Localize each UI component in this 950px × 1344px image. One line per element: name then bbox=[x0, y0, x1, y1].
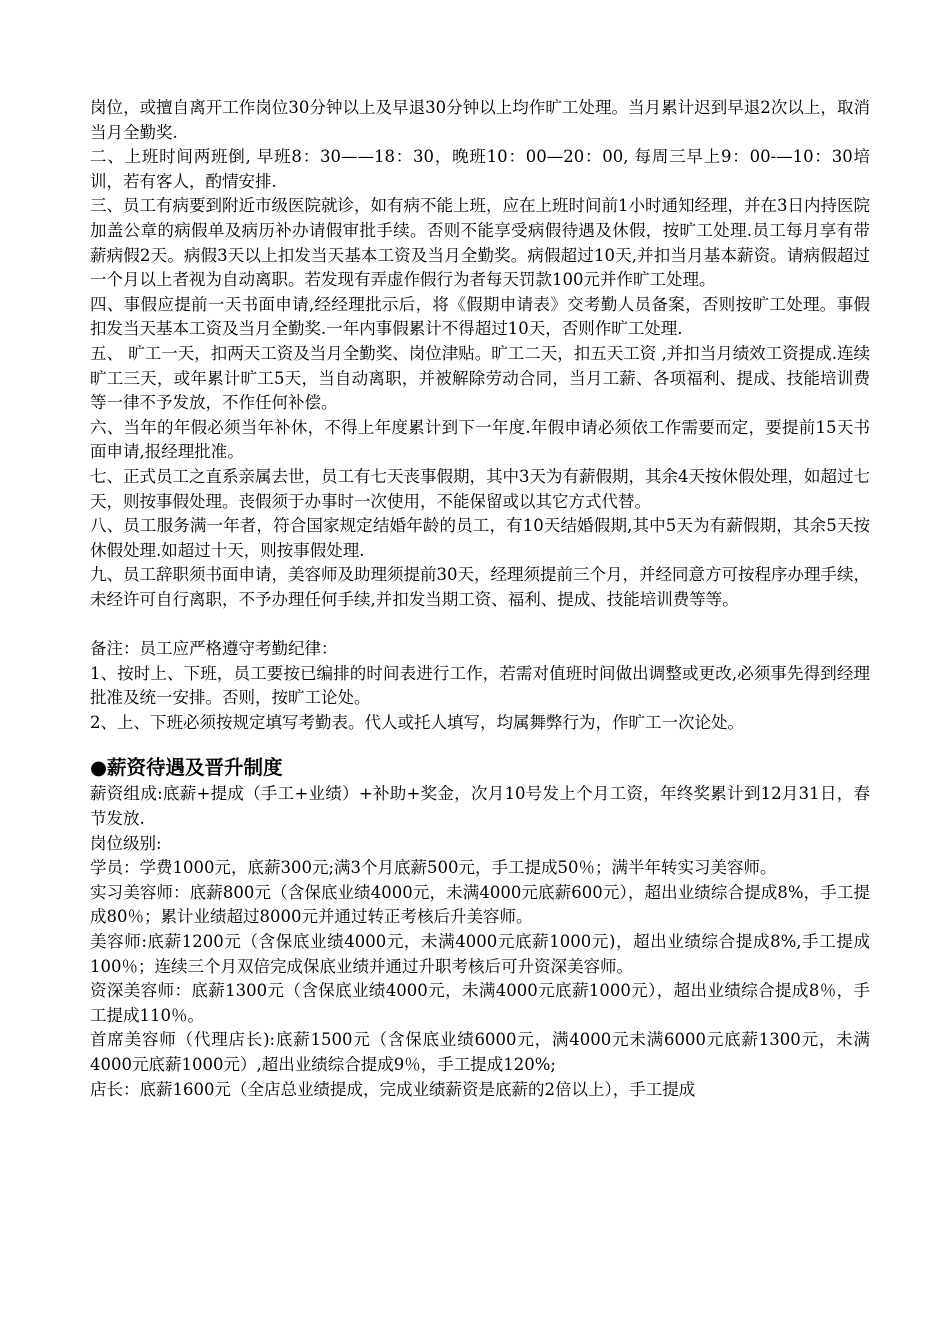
salary-paragraph: 店长：底薪1600元（全店总业绩提成，完成业绩薪资是底薪的2倍以上），手工提成 bbox=[90, 1079, 696, 1099]
notes-title: 备注：员工应严格遵守考勤纪律： bbox=[90, 639, 338, 659]
salary-paragraph: 岗位级别: bbox=[90, 833, 162, 853]
rule-paragraph: 二、上班时间两班倒, 早班8：30——18：30，晚班10：00—20：00, 每周三早上9：00-—10：30培训，若有客人，酌情安排. bbox=[90, 147, 870, 191]
note-item: 2、上、下班必须按规定填写考勤表。代人或托人填写，均属舞弊行为，作旷工一次论处。 bbox=[90, 712, 744, 732]
rule-paragraph: 五、 旷工一天，扣两天工资及当月全勤奖、岗位津贴。旷工二天，扣五天工资 ,并扣当月绩效工资提成.连续旷工三天，或年累计旷工5天，当自动离职，并被解除劳动合同，当月工薪、各项福利、提成、技能培训费等一律不予发放，不作任何补偿。 bbox=[90, 343, 870, 413]
blank-line bbox=[90, 735, 870, 749]
blank-line bbox=[90, 612, 870, 637]
salary-paragraph: 薪资组成:底薪+提成（手工+业绩）+补助+奖金，次月10号发上个月工资，年终奖累计到12月31日，春节发放. bbox=[90, 784, 870, 829]
note-item: 1、按时上、下班，员工要按已编排的时间表进行工作，若需对值班时间做出调整或更改,必须事先得到经理批准及统一安排。否则，按旷工论处。 bbox=[90, 663, 870, 708]
section-heading: ●薪资待遇及晋升制度 bbox=[90, 756, 283, 780]
document-page bbox=[90, 96, 870, 1102]
salary-paragraph: 首席美容师（代理店长):底薪1500元（含保底业绩6000元，满4000元未满6000元底薪1300元，未满4000元底薪1000元）,超出业绩综合提成9％，手工提成120%; bbox=[90, 1030, 870, 1074]
rule-paragraph: 三、员工有病要到附近市级医院就诊，如有病不能上班，应在上班时间前1小时通知经理，并在3日内持医院加盖公章的病假单及病历补办请假审批手续。否则不能享受病假待遇及休假，按旷工处理.员工每月享有带薪病假2天。病假3天以上扣发当天基本工资及当月全勤奖。病假超过10天,并扣当月基本薪资。请病假超过一个月以上者视为自动离职。若发现有弄虚作假行为者每天罚款100元并作旷工处理。 bbox=[90, 196, 870, 290]
rule-paragraph: 八、员工服务满一年者，符合国家规定结婚年龄的员工，有10天结婚假期,其中5天为有薪假期，其余5天按休假处理.如超过十天，则按事假处理. bbox=[90, 516, 870, 560]
salary-paragraph: 学员：学费1000元，底薪300元;满3个月底薪500元，手工提成50％；满半年转实习美容师。 bbox=[90, 858, 777, 878]
rule-paragraph: 六、当年的年假必须当年补休，不得上年度累计到下一年度.年假申请必须依工作需要而定，要提前15天书面申请,报经理批准。 bbox=[90, 417, 870, 462]
salary-paragraph: 资深美容师：底薪1300元（含保底业绩4000元，未满4000元底薪1000元），超出业绩综合提成8％，手工提成110％。 bbox=[90, 981, 870, 1025]
rule-paragraph: 岗位，或擅自离开工作岗位30分钟以上及早退30分钟以上均作旷工处理。当月累计迟到早退2次以上，取消当月全勤奖. bbox=[90, 98, 870, 142]
salary-paragraph: 实习美容师：底薪800元（含保底业绩4000元，未满4000元底薪600元），超出业绩综合提成8%，手工提成80％；累计业绩超过8000元并通过转正考核后升美容师。 bbox=[90, 882, 870, 927]
rule-paragraph: 九、员工辞职须书面申请，美容师及助理须提前30天，经理须提前三个月，并经同意方可按程序办理手续，未经许可自行离职，不予办理任何手续,并扣发当期工资、福利、提成、技能培训费等等。 bbox=[90, 565, 870, 609]
rule-paragraph: 四、事假应提前一天书面申请,经经理批示后，将《假期申请表》交考勤人员备案，否则按旷工处理。事假扣发当天基本工资及当月全勤奖.一年内事假累计不得超过10天，否则作旷工处理. bbox=[90, 294, 870, 339]
rule-paragraph: 七、正式员工之直系亲属去世，员工有七天丧事假期，其中3天为有薪假期，其余4天按休假处理，如超过七天，则按事假处理。丧假须于办事时一次使用，不能保留或以其它方式代替。 bbox=[90, 466, 870, 511]
salary-paragraph: 美容师:底薪1200元（含保底业绩4000元，未满4000元底薪1000元)，超出业绩综合提成8%,手工提成100％；连续三个月双倍完成保底业绩并通过升职考核后可升资深美容师。 bbox=[90, 932, 870, 976]
